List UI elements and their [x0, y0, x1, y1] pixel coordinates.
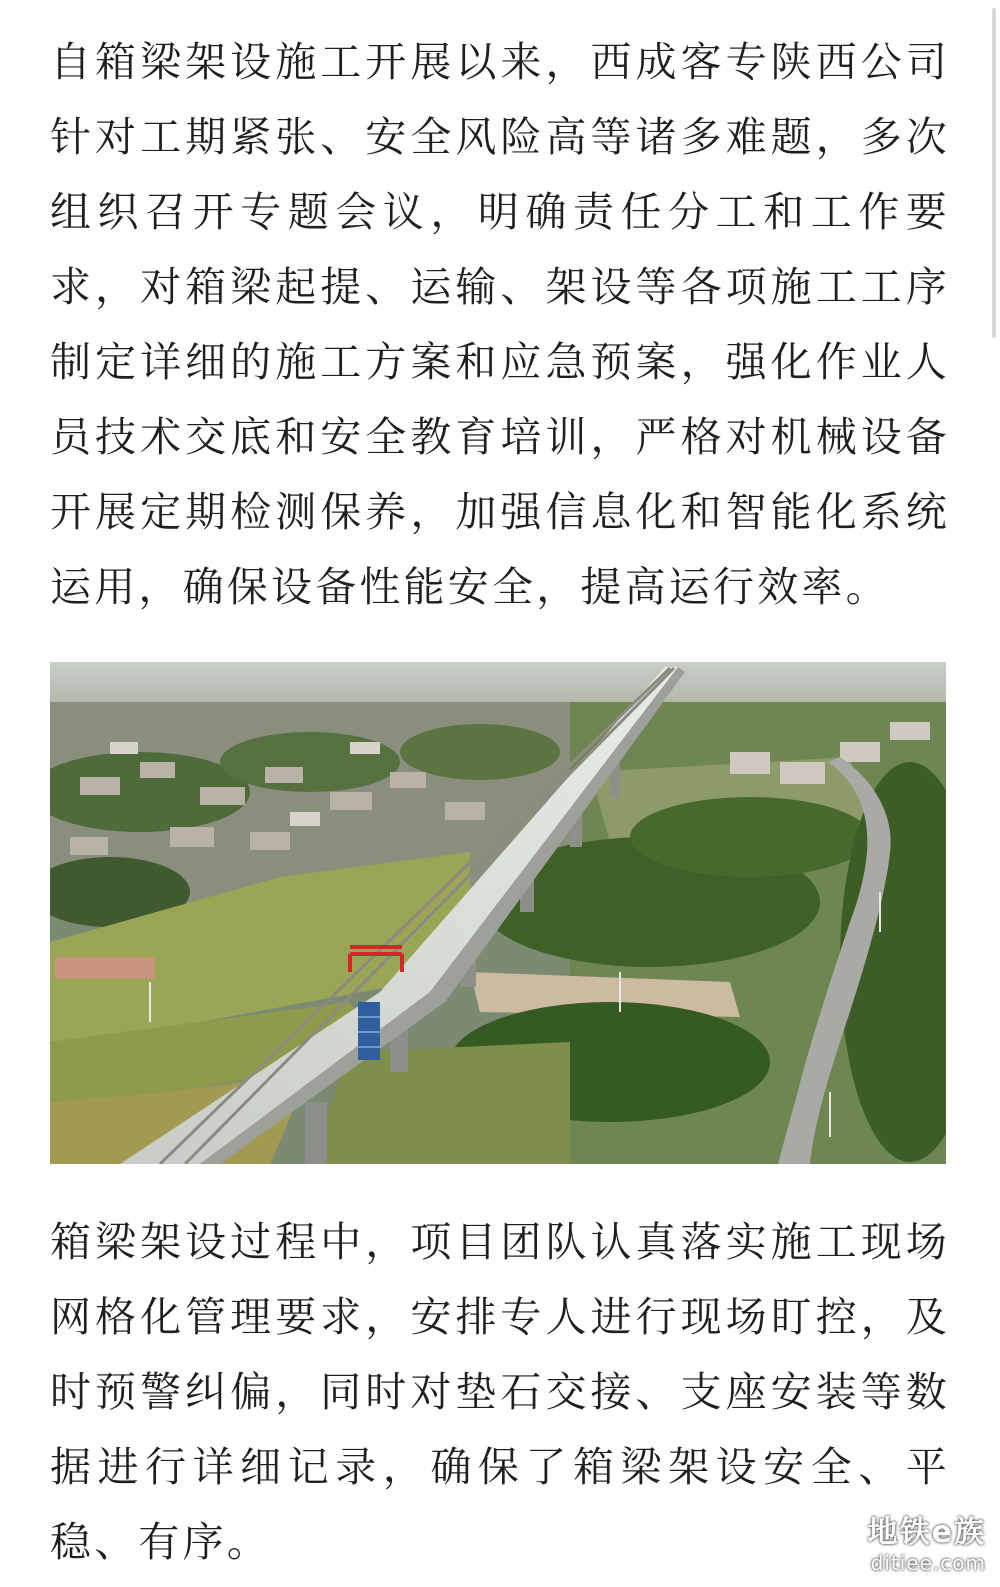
watermark-url: ditiee.com: [870, 1551, 986, 1575]
watermark-title: 地铁e族: [867, 1515, 986, 1550]
watermark-logo: [868, 1515, 986, 1575]
article-paragraph: 箱梁架设过程中，项目团队认真落实施工现场网格化管理要求，安排专人进行现场盯控，及时预警纠偏，同时对垫石交接、支座安装等数据进行详细记录，确保了箱梁架设安全、平稳、有序。: [50, 1218, 950, 1566]
article-paragraph: 自箱梁架设施工开展以来，西成客专陕西公司针对工期紧张、安全风险高等诸多难题，多次组织召开专题会议，明确责任分工和工作要求，对箱梁起提、运输、架设等各项施工工序制定详细的施工方案和应急预案，强化作业人员技术交底和安全教育培训，严格对机械设备开展定期检测保养，加强信息化和智能化系统运用，确保设备性能安全，提高运行效率。: [50, 38, 950, 611]
construction-aerial-photo: [50, 662, 946, 1164]
scrollbar[interactable]: [992, 8, 996, 338]
